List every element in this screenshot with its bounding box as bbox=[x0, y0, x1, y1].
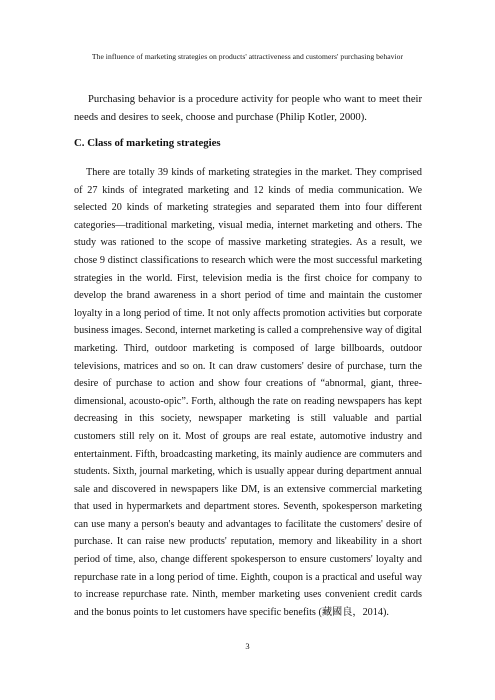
running-header: The influence of marketing strategies on products' attractiveness and customers' purchasing behavior bbox=[91, 52, 404, 61]
intro-paragraph: Purchasing behavior is a procedure activity for people who want to meet their needs and desires to seek, choose and purchase (Philip Kotler, 2000). bbox=[74, 94, 422, 123]
body-paragraph: There are totally 39 kinds of marketing strategies in the market. They comprised of 27 kinds of integrated marketing and 12 kinds of media communication. We selected 20 kinds of marketing strategies and separated them into four different categories—traditional marketing, visual media, internet marketing and others. The study was rationed to the scope of massive marketing strategies. As a result, we chose 9 distinct classifications to research which were the most successful marketing strategies in the world. First, television media is the first choice for company to develop the brand awareness in a short period of time and maintain the customer loyalty in a long period of time. It not only affects promotion activities but corporate business images. Second, internet marketing is called a comprehensive way of digital marketing. Third, outdoor marketing is composed of large billboards, outdoor televisions, matrices and so on. It can draw customers' desire of purchase, turn the desire of purchase to action and show four creations of “abnormal, giant, three-dimensional, acousto-opic”. Forth, although the rate on reading newspapers has kept decreasing in this society, newspaper marketing is still valuable and partial customers still rely on it. Most of groups are real estate, automotive industry and entertainment. Fifth, broadcasting marketing, its mainly audience are commuters and students. Sixth, journal marketing, which is usually appear during department annual sale and discovered in newspapers like DM, is an extensive commercial marketing that used in hypermarkets and department stores. Seventh, spokesperson marketing can use many a person's beauty and advantages to facilitate the customers' desire of purchase. It can raise new products' reputation, memory and likeability in a short period of time, also, change different spokesperson to ensure customers' loyalty and repurchase rate in a long period of time. Eighth, coupon is a practical and useful way to increase repurchase rate. Ninth, member marketing uses convenient credit cards and the bonus points to let customers have specific benefits (藏國良，2014). bbox=[74, 167, 422, 618]
section-heading: C. Class of marketing strategies bbox=[74, 137, 221, 149]
page-number: 3 bbox=[245, 641, 250, 651]
